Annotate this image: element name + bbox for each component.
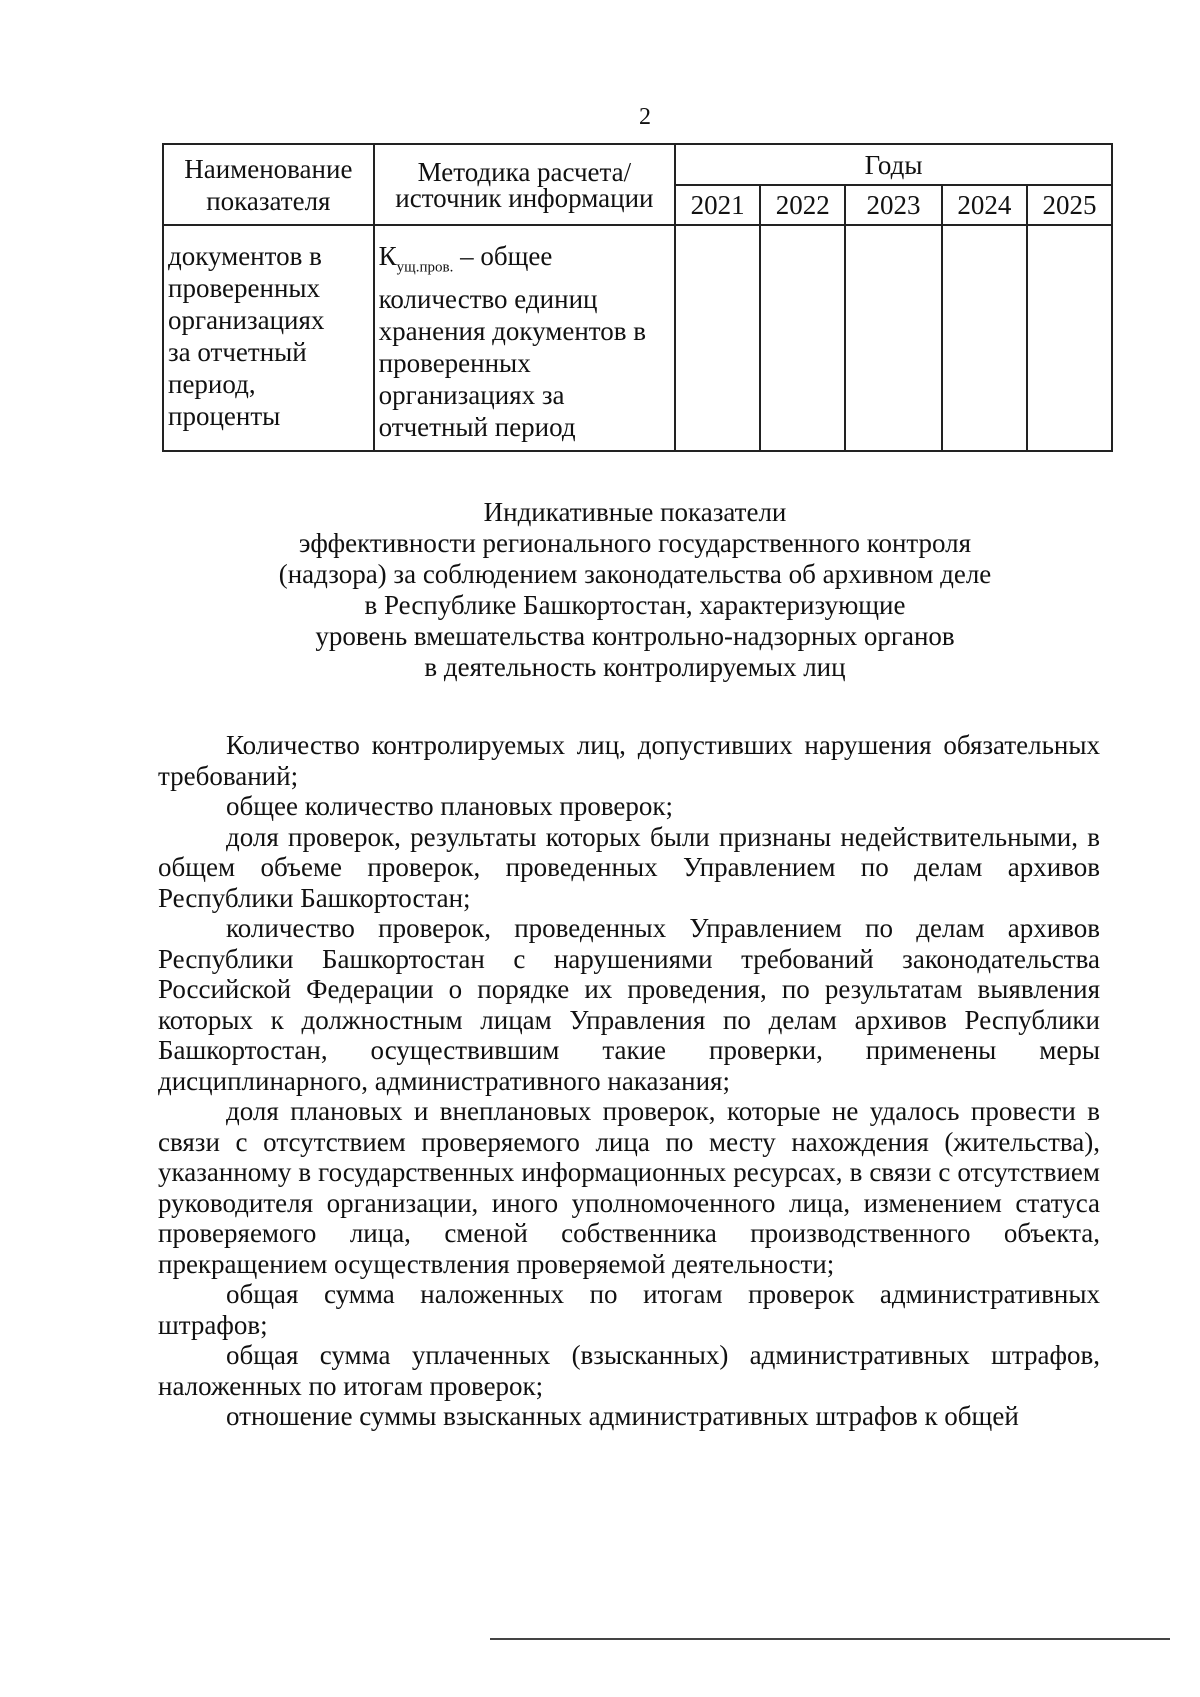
cell-year-2024 bbox=[942, 225, 1027, 451]
paragraph: отношение суммы взысканных административных штрафов к общей bbox=[226, 1401, 1019, 1431]
header-years: Годы bbox=[675, 144, 1112, 185]
cell-text-line: организациях bbox=[168, 305, 325, 335]
body-text bbox=[158, 730, 1100, 1432]
cell-text-line: документов в bbox=[168, 241, 322, 271]
header-method: Методика расчета/источник информации bbox=[374, 144, 675, 225]
paragraph: общая сумма уплаченных (взысканных) административных штрафов, наложенных по итогам проверок; bbox=[158, 1340, 1100, 1401]
paragraph: Количество контролируемых лиц, допустивших нарушения обязательных требований; bbox=[158, 730, 1100, 791]
header-year-2024: 2024 bbox=[942, 185, 1027, 225]
cell-text-line: проверенных bbox=[378, 348, 531, 379]
cell-text-line: организациях за bbox=[378, 380, 565, 411]
page-number: 2 bbox=[639, 104, 651, 130]
heading-line: уровень вмешательства контрольно-надзорных органов bbox=[315, 621, 955, 651]
paragraph: общее количество плановых проверок; bbox=[226, 791, 674, 821]
formula-symbol: К bbox=[378, 241, 397, 271]
paragraph: доля проверок, результаты которых были признаны недействительными, в общем объеме проверок, проведенных Управлением по делам архивов Республики Башкортостан; bbox=[158, 821, 1100, 913]
paragraph: общая сумма наложенных по итогам проверок административных штрафов; bbox=[158, 1279, 1100, 1340]
cell-text-line: проверенных bbox=[168, 273, 321, 303]
footer-rule bbox=[490, 1638, 1170, 1640]
cell-text-line: хранения документов в bbox=[378, 316, 646, 347]
cell-year-2023 bbox=[845, 225, 942, 451]
cell-year-2025 bbox=[1027, 225, 1112, 451]
heading-line: в деятельность контролируемых лиц bbox=[424, 652, 846, 682]
formula-rest: – общее bbox=[453, 241, 553, 271]
cell-text-line: отчетный период bbox=[378, 412, 576, 443]
cell-year-2022 bbox=[760, 225, 845, 451]
cell-text-line: количество единиц bbox=[378, 284, 598, 315]
heading-line: в Республике Башкортостан, характеризующие bbox=[364, 590, 906, 620]
cell-formula-line bbox=[379, 240, 672, 283]
section-heading bbox=[150, 497, 1120, 683]
heading-line: эффективности регионального государственного контроля bbox=[298, 528, 972, 558]
header-year-2022: 2022 bbox=[760, 185, 845, 225]
cell-text-line: период, bbox=[168, 369, 256, 399]
table-row bbox=[163, 225, 1112, 451]
heading-line: (надзора) за соблюдением законодательства об архивном деле bbox=[278, 559, 992, 589]
header-year-2023: 2023 bbox=[845, 185, 942, 225]
cell-text-line: проценты bbox=[168, 401, 281, 431]
indicator-table bbox=[162, 143, 1113, 452]
header-indicator-name: Наименование показателя bbox=[163, 144, 374, 225]
paragraph: количество проверок, проведенных Управлением по делам архивов Республики Башкортостан с нарушениями требований законодательства Российской Федерации о порядке их проведения, по результатам выявления которых к должностным лицам Управления по делам архивов Республики Башкортостан, осуществившим такие проверки, применены меры дисциплинарного, административного наказания; bbox=[158, 913, 1100, 1096]
header-year-2021: 2021 bbox=[675, 185, 760, 225]
formula-subscript: ущ.пров. bbox=[396, 259, 454, 276]
cell-method bbox=[374, 225, 675, 451]
paragraph: доля плановых и внеплановых проверок, которые не удалось провести в связи с отсутствием проверяемого лица по месту нахождения (жительства), указанному в государственных информационных ресурсах, в связи с отсутствием руководителя организации, иного уполномоченного лица, изменением статуса проверяемого лица, сменой собственника производственного объекта, прекращением осуществления проверяемой деятельности; bbox=[158, 1096, 1100, 1279]
cell-text-line: за отчетный bbox=[168, 337, 307, 367]
table-header-row bbox=[163, 144, 1112, 185]
cell-year-2021 bbox=[675, 225, 760, 451]
cell-indicator-name bbox=[163, 225, 374, 451]
header-year-2025: 2025 bbox=[1027, 185, 1112, 225]
heading-line: Индикативные показатели bbox=[483, 497, 787, 527]
